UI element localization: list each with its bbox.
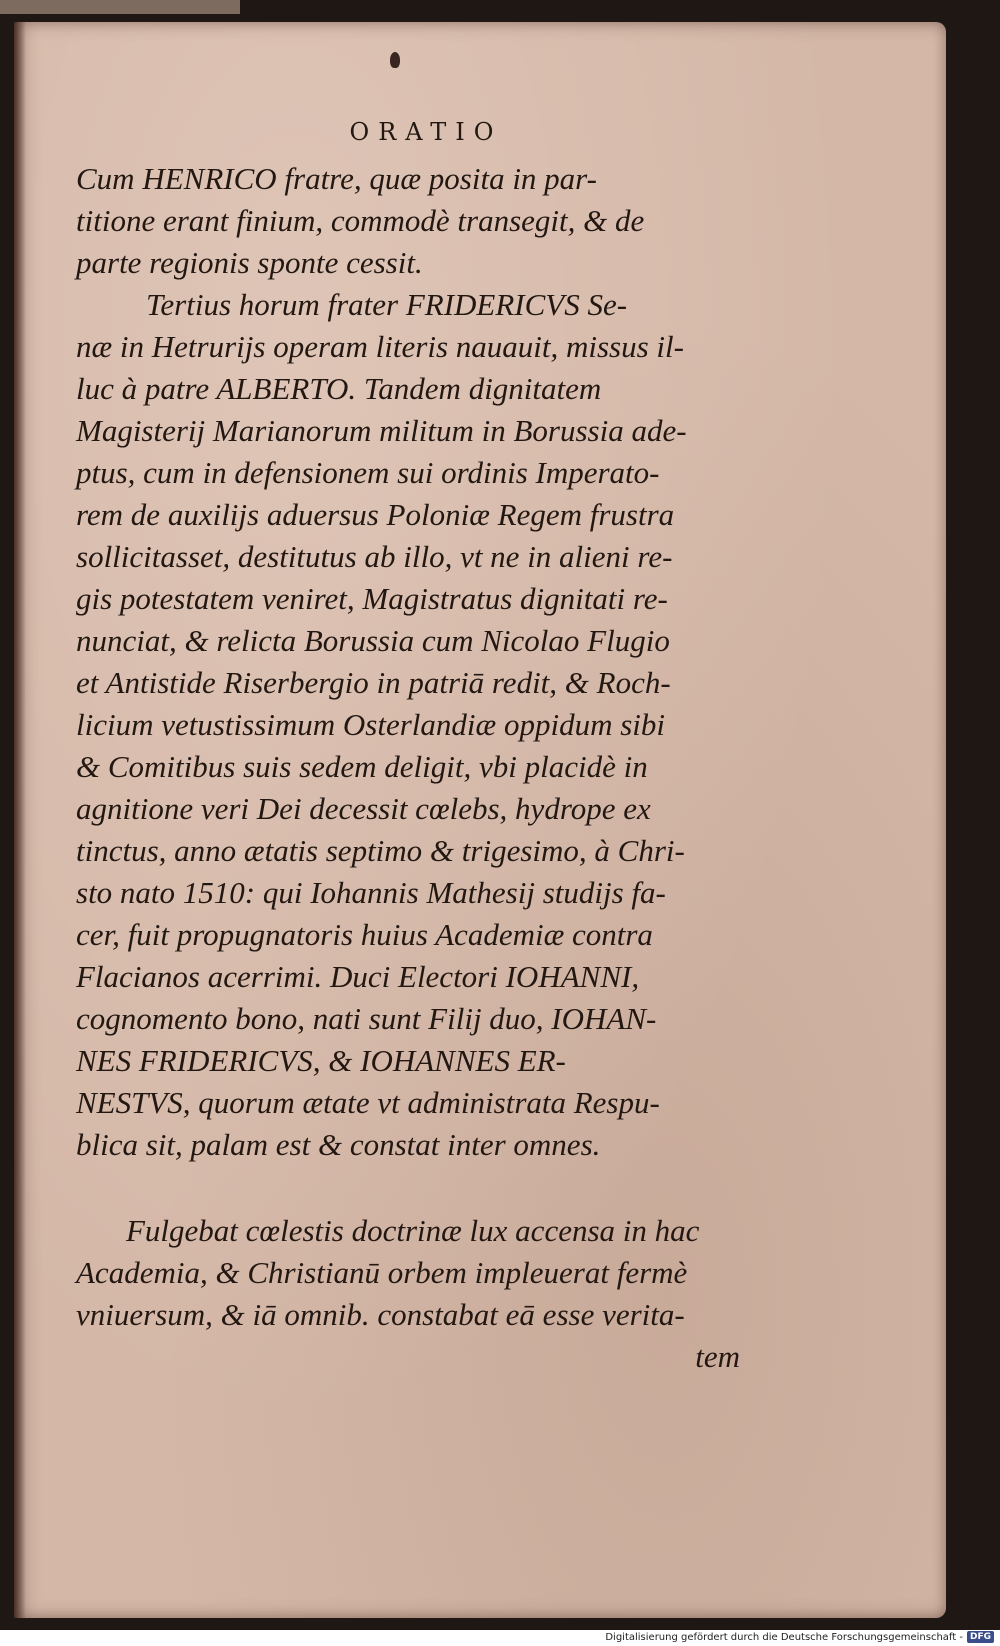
text-line: Magisterij Marianorum militum in Borussia ade- (76, 413, 687, 448)
text-line: ptus, cum in defensionem sui ordinis Imperato- (76, 455, 660, 490)
text-line: cognomento bono, nati sunt Filij duo, IOHAN- (76, 1001, 657, 1036)
text-line: Cum HENRICO fratre, quæ posita in par- (76, 161, 597, 196)
text-line: cer, fuit propugnatoris huius Academiæ contra (76, 917, 653, 952)
binding-edge (0, 0, 240, 14)
catchword: tem (695, 1339, 740, 1374)
text-line: Fulgebat cœlestis doctrinæ lux accensa in hac (126, 1213, 700, 1248)
text-line: Academia, & Christianū orbem impleuerat fermè (76, 1255, 688, 1290)
text-line: rem de auxilijs aduersus Poloniæ Regem frustra (76, 497, 675, 532)
text-line: licium vetustissimum Osterlandiæ oppidum sibi (76, 707, 665, 742)
text-line: titione erant finium, commodè transegit, & de (76, 203, 645, 238)
text-line: blica sit, palam est & constat inter omnes. (76, 1127, 601, 1162)
text-line: sollicitasset, destitutus ab illo, vt ne in alieni re- (76, 539, 673, 574)
text-line: gis potestatem veniret, Magistratus dignitati re- (76, 581, 668, 616)
text-line: nunciat, & relicta Borussia cum Nicolao Flugio (76, 623, 670, 658)
digitization-footer (0, 1630, 1000, 1646)
text-line: næ in Hetrurijs operam literis nauauit, missus il- (76, 329, 684, 364)
text-line: parte regionis sponte cessit. (76, 245, 423, 280)
page-gutter-shadow (14, 22, 26, 1618)
text-line: vniuersum, & iā omnib. constabat eā esse verita- (76, 1297, 685, 1332)
paragraph-2 (76, 284, 756, 1166)
paragraph-3 (76, 1210, 756, 1336)
ink-blot-mark (390, 52, 400, 68)
text-line: NES FRIDERICVS, & IOHANNES ER- (76, 1043, 566, 1078)
text-line: & Comitibus suis sedem deligit, vbi placidè in (76, 749, 648, 784)
running-head: ORATIO (349, 118, 503, 146)
text-line: Tertius horum frater FRIDERICVS Se- (146, 287, 628, 322)
text-line: agnitione veri Dei decessit cœlebs, hydrope ex (76, 791, 651, 826)
dfg-logo: DFG (967, 1631, 994, 1643)
text-line: et Antistide Riserbergio in patriā redit, & Roch- (76, 665, 671, 700)
page-text-block (76, 118, 756, 1378)
text-line: Flacianos acerrimi. Duci Electori IOHANNI, (76, 959, 640, 994)
text-line: luc à patre ALBERTO. Tandem dignitatem (76, 371, 602, 406)
text-line: NESTVS, quorum ætate vt administrata Respu- (76, 1085, 660, 1120)
funding-notice: Digitalisierung gefördert durch die Deutsche Forschungsgemeinschaft - (605, 1632, 963, 1643)
text-line: sto nato 1510: qui Iohannis Mathesij studijs fa- (76, 875, 666, 910)
paragraph-1 (76, 158, 756, 284)
text-line: tinctus, anno ætatis septimo & trigesimo, à Chri- (76, 833, 685, 868)
paragraph-gap (76, 1166, 756, 1210)
